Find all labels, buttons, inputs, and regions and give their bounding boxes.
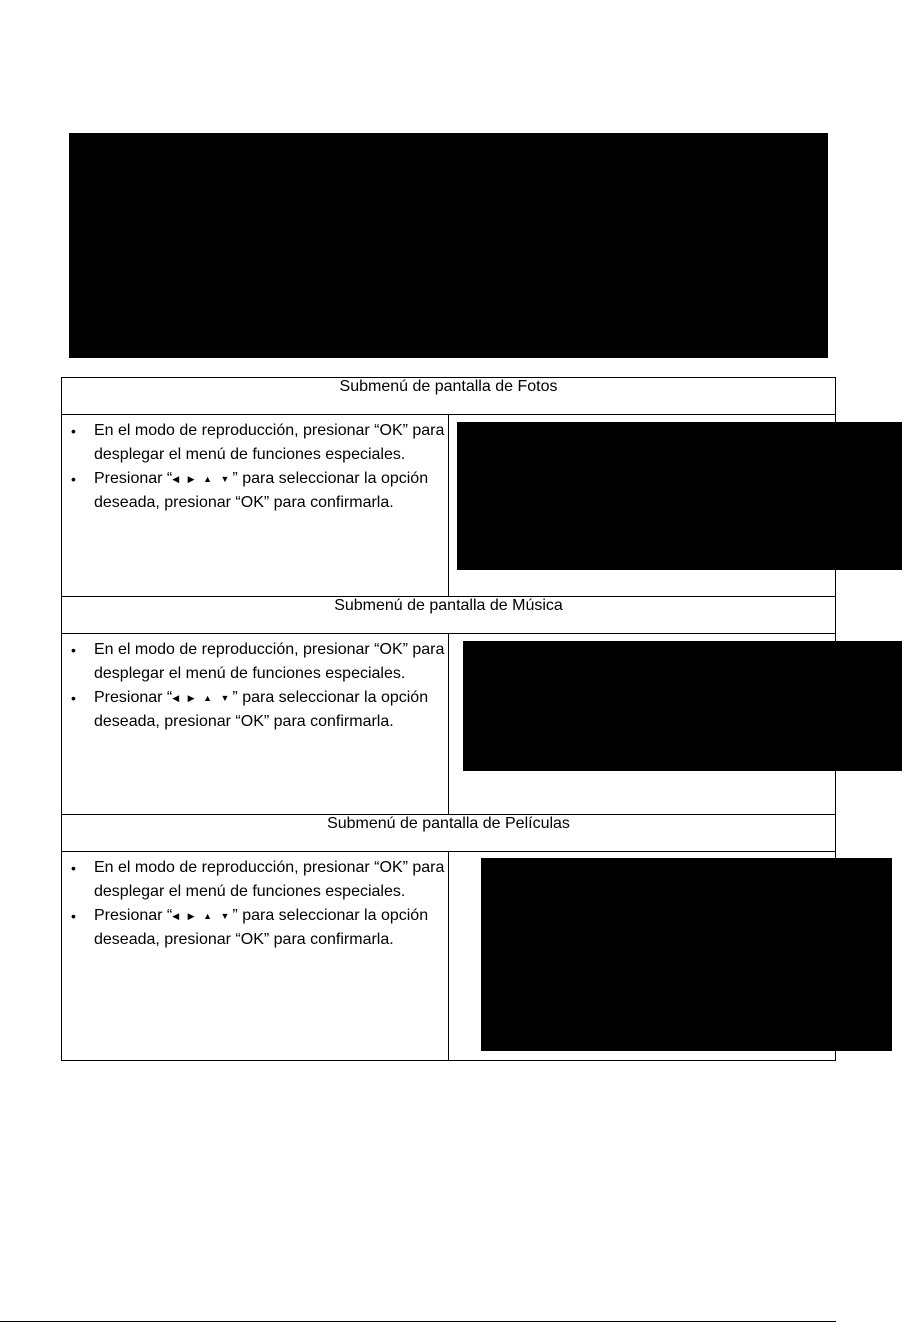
instruction-item — [62, 856, 448, 904]
instruction-list — [62, 415, 448, 515]
instruction-list — [62, 634, 448, 734]
section-title-peliculas: Submenú de pantalla de Películas — [62, 815, 836, 852]
section-header-peliculas — [62, 815, 836, 852]
bullet-icon: • — [71, 860, 76, 876]
image-cell-fotos — [449, 415, 836, 597]
footer-divider — [0, 1321, 836, 1322]
instruction-item — [62, 419, 448, 467]
instruction-text: En el modo de reproducción, presionar “OK” para desplegar el menú de funciones especiales. — [94, 641, 445, 682]
instruction-text-post: ” para seleccionar la opción deseada, presionar “OK” para confirmarla. — [94, 907, 429, 948]
bullet-icon: • — [71, 642, 76, 658]
fotos-screenshot-image — [457, 422, 902, 570]
section-title-fotos: Submenú de pantalla de Fotos — [62, 378, 836, 415]
submenu-table — [61, 377, 836, 1061]
arrow-keys-icon: ◀ ▶ ▲ ▼ — [172, 911, 233, 921]
instruction-text-pre: Presionar “ — [94, 470, 173, 487]
section-row-musica — [62, 634, 836, 815]
top-screenshot-image — [69, 133, 828, 358]
instruction-item — [62, 686, 448, 734]
section-row-fotos — [62, 415, 836, 597]
instruction-text-post: ” para seleccionar la opción deseada, presionar “OK” para confirmarla. — [94, 689, 429, 730]
instruction-text: En el modo de reproducción, presionar “OK” para desplegar el menú de funciones especiales. — [94, 859, 445, 900]
instruction-item — [62, 904, 448, 952]
arrow-keys-icon: ◀ ▶ ▲ ▼ — [172, 474, 233, 484]
image-cell-peliculas — [449, 852, 836, 1061]
instruction-text-pre: Presionar “ — [94, 689, 173, 706]
instructions-musica — [62, 634, 449, 815]
instruction-text-pre: Presionar “ — [94, 907, 173, 924]
instructions-fotos — [62, 415, 449, 597]
image-cell-musica — [449, 634, 836, 815]
musica-screenshot-image — [463, 641, 902, 771]
instruction-list — [62, 852, 448, 952]
instructions-peliculas — [62, 852, 449, 1061]
instruction-text-post: ” para seleccionar la opción deseada, presionar “OK” para confirmarla. — [94, 470, 429, 511]
arrow-keys-icon: ◀ ▶ ▲ ▼ — [172, 693, 233, 703]
section-header-fotos — [62, 378, 836, 415]
instruction-item — [62, 467, 448, 515]
instruction-item — [62, 638, 448, 686]
section-row-peliculas — [62, 852, 836, 1061]
bullet-icon: • — [71, 908, 76, 924]
peliculas-screenshot-image — [481, 858, 892, 1051]
section-header-musica — [62, 597, 836, 634]
bullet-icon: • — [71, 690, 76, 706]
bullet-icon: • — [71, 471, 76, 487]
section-title-musica: Submenú de pantalla de Música — [62, 597, 836, 634]
bullet-icon: • — [71, 423, 76, 439]
instruction-text: En el modo de reproducción, presionar “OK” para desplegar el menú de funciones especiales. — [94, 422, 445, 463]
